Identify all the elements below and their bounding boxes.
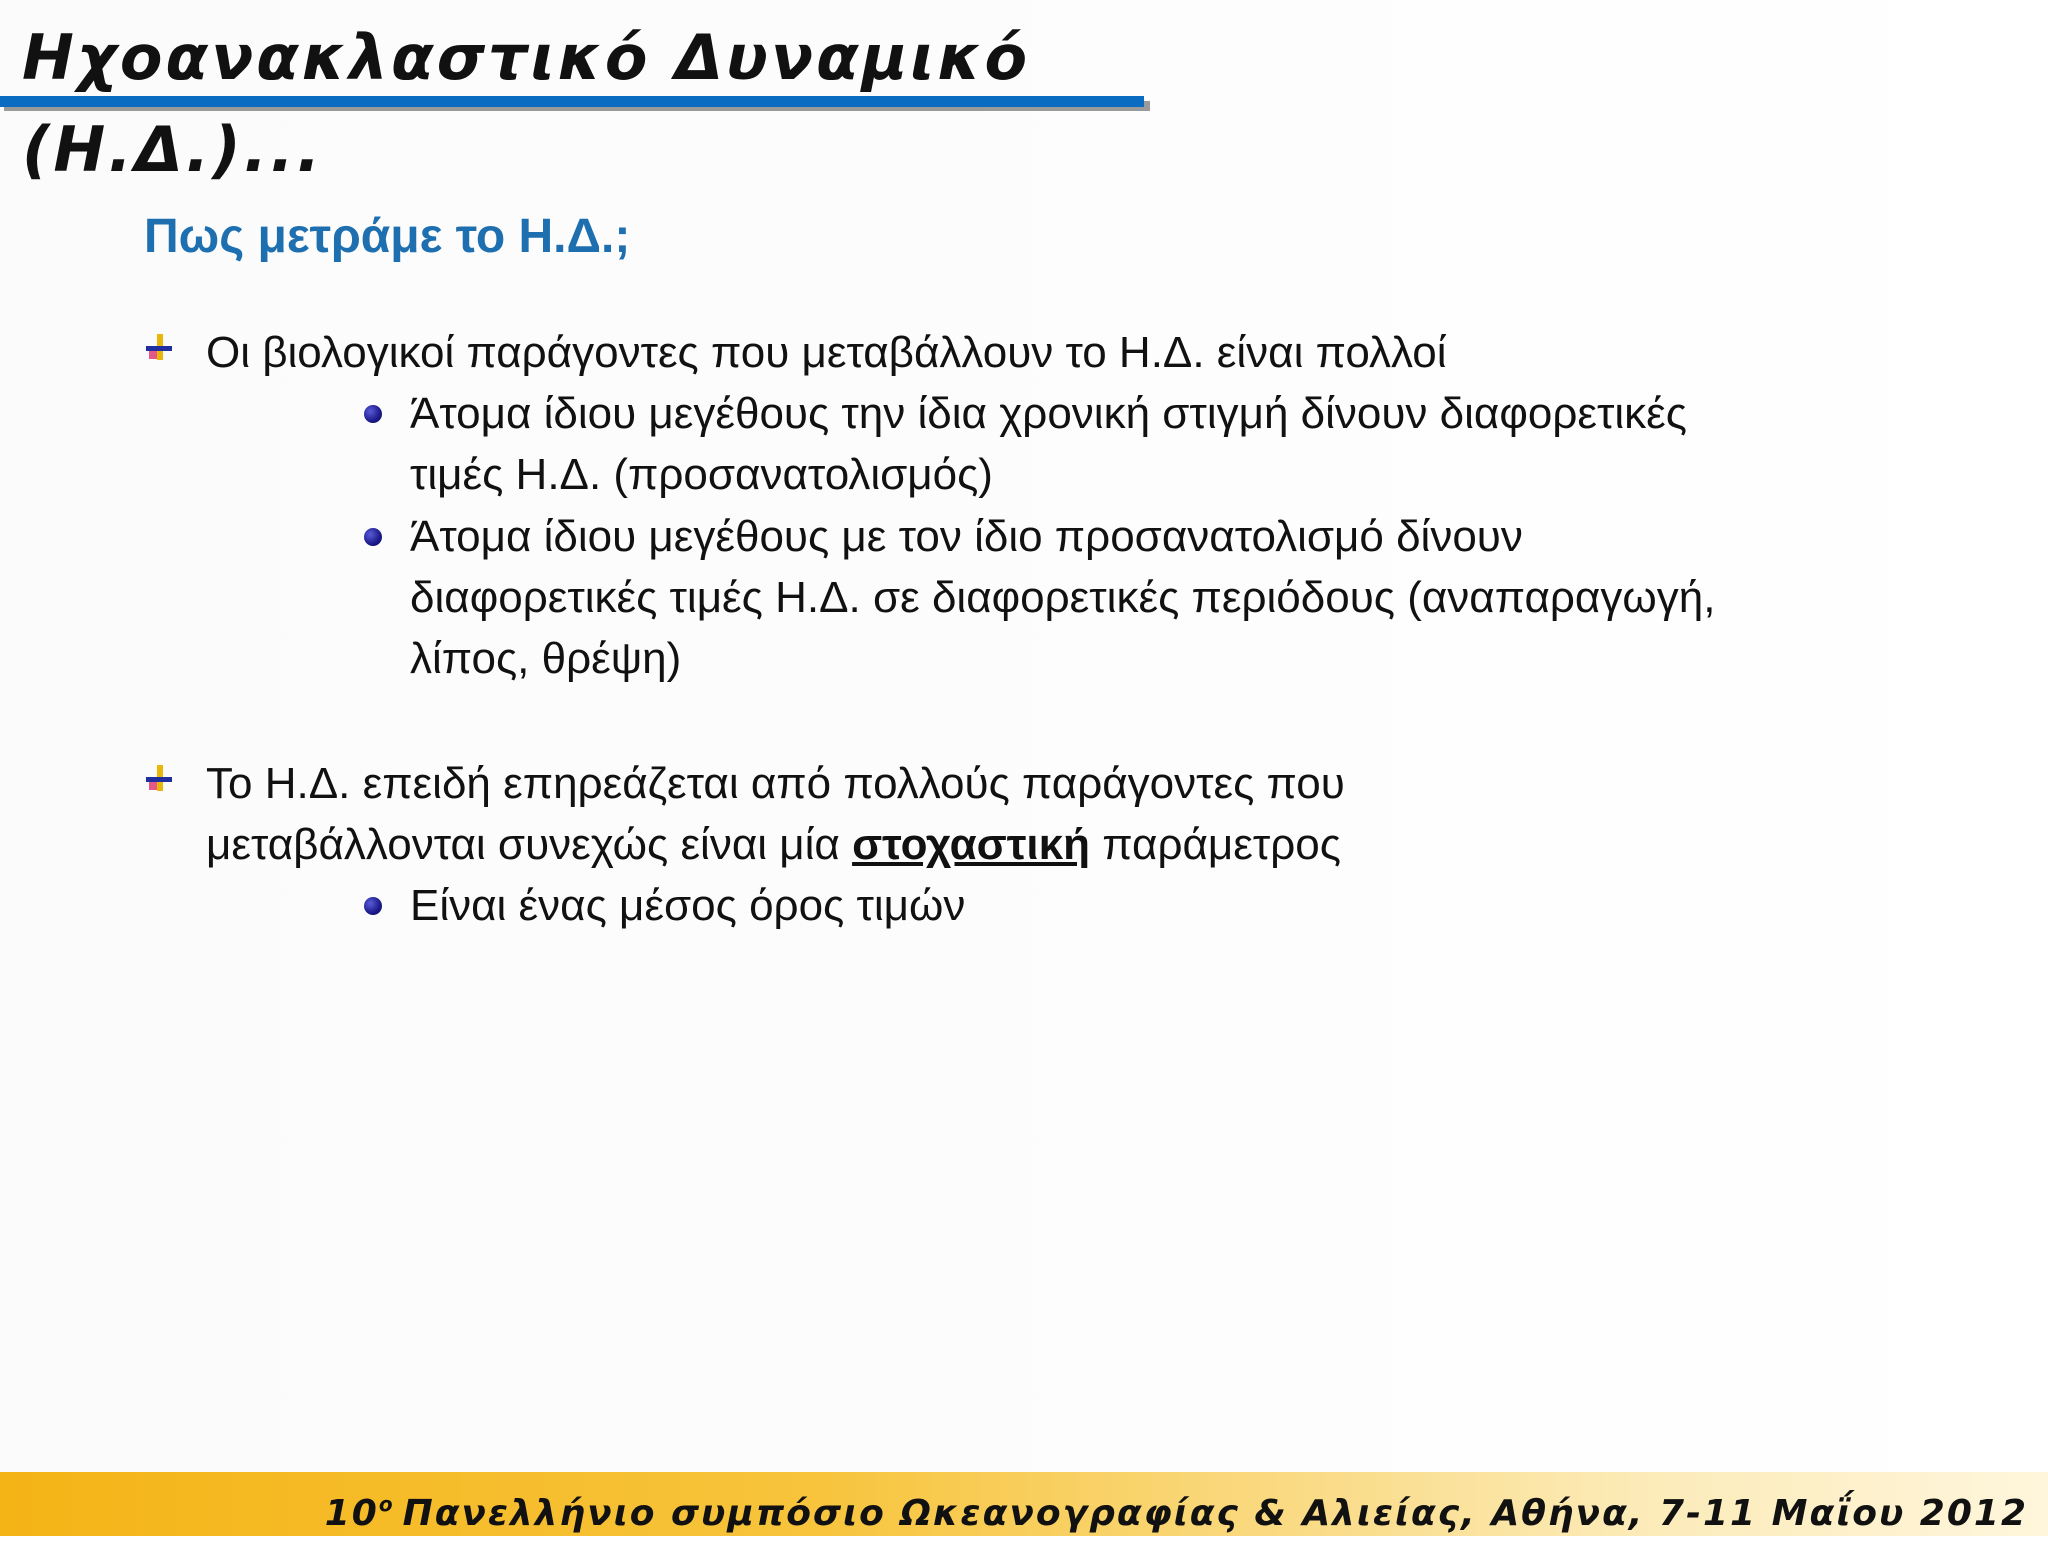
bullet-2-text-after: παράμετρος: [1102, 820, 1341, 869]
plus-cross-bullet-icon: [144, 763, 174, 793]
bullet-2-text: [206, 753, 1626, 875]
round-dot-bullet-icon: [364, 528, 382, 546]
footer-ordinal-suffix: ο: [378, 1492, 395, 1516]
slide-subtitle: Πως μετράμε το Η.Δ.;: [144, 210, 631, 263]
round-dot-bullet-icon: [364, 897, 382, 915]
footer-ordinal: 10: [324, 1493, 379, 1534]
slide-title: Ηχοανακλαστικό Δυναμικό (Η.Δ.)...: [22, 21, 1031, 186]
bullet-2-emphasis: στοχαστική: [852, 820, 1091, 869]
bullet-1-text: Οι βιολογικοί παράγοντες που μεταβάλλουν το Η.Δ. είναι πολλοί: [206, 328, 1447, 377]
footer-text: [325, 1472, 2028, 1546]
footer-bar: [0, 1472, 2048, 1536]
footer-conference: Πανελλήνιο συμπόσιο Ωκεανογραφίας & Αλιείας, Αθήνα, 7-11 Μαΐου 2012: [402, 1493, 2028, 1534]
round-dot-bullet-icon: [364, 405, 382, 423]
title-rule: [0, 96, 1144, 107]
bullet-2-text-before: Το Η.Δ. επειδή επηρεάζεται από πολλούς παράγοντες που μεταβάλλονται συνεχώς είναι μία: [206, 759, 1345, 869]
plus-cross-bullet-icon: [144, 332, 174, 362]
bullet-2-sub-1-text: Είναι ένας μέσος όρος τιμών: [410, 881, 966, 930]
bullet-1-sub-1-text: Άτομα ίδιου μεγέθους την ίδια χρονική στιγμή δίνουν διαφορετικές τιμές Η.Δ. (προσανατολισμός): [410, 389, 1687, 499]
bullet-1-sub-2-text: Άτομα ίδιου μεγέθους με τον ίδιο προσανατολισμό δίνουν διαφορετικές τιμές Η.Δ. σε διαφορετικές περιόδους (αναπαραγωγή, λίπος, θρέψη): [410, 512, 1716, 683]
